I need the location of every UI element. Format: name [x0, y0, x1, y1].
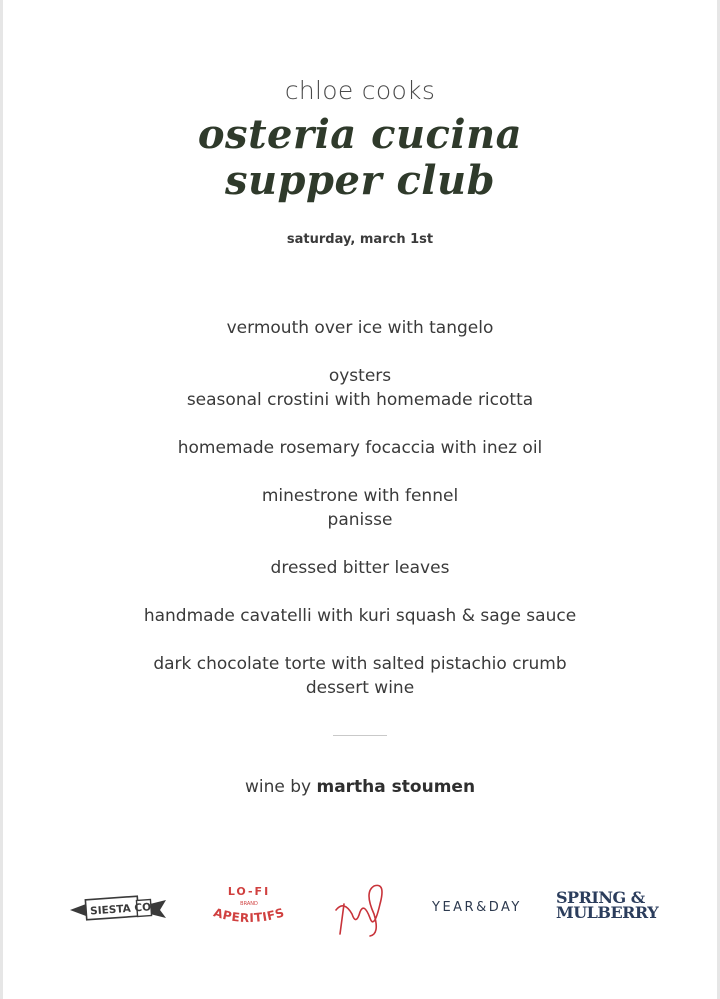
menu-item: vermouth over ice with tangelo	[226, 318, 494, 338]
menu-item: dressed bitter leaves	[270, 558, 450, 578]
lofi-logo-mark	[204, 878, 294, 934]
spring-mulberry-line2: MULBERRY	[556, 903, 659, 922]
menu-course	[0, 436, 720, 460]
inez-signature	[330, 874, 392, 940]
menu-item: handmade cavatelli with kuri squash & sage sauce	[143, 606, 577, 626]
menu-item: seasonal crostini with homemade ricotta	[186, 390, 534, 410]
menu-course	[0, 484, 720, 532]
menu-course	[0, 604, 720, 628]
event-title	[0, 112, 720, 204]
brand-name: chloe cooks	[284, 76, 436, 105]
lofi-bottom-text: APERITIFS	[211, 905, 287, 926]
wine-credit-prefix: wine by	[244, 777, 312, 797]
event-date: saturday, march 1st	[286, 232, 434, 247]
menu-list	[0, 316, 720, 724]
menu-course	[0, 364, 720, 412]
menu-course	[0, 556, 720, 580]
menu-item: oysters	[328, 366, 392, 386]
wine-credit-name: martha stoumen	[316, 777, 476, 797]
menu-item: dark chocolate torte with salted pistachio crumb	[153, 654, 567, 674]
lofi-aperitifs-logo	[204, 878, 294, 934]
wine-credit	[0, 777, 720, 797]
spring-mulberry-logo	[556, 890, 666, 920]
spring-mulberry-line1: SPRING &	[556, 888, 645, 907]
year-and-day-logo: YEAR&DAY	[432, 900, 522, 915]
menu-item: dessert wine	[305, 678, 415, 698]
section-divider	[333, 735, 387, 736]
inez-logo	[330, 874, 392, 940]
menu-course	[0, 652, 720, 700]
siesta-logo-text: SIESTA CO.	[89, 901, 156, 918]
menu-item: minestrone with fennel	[261, 486, 459, 506]
menu-item: panisse	[327, 510, 393, 530]
event-title-line2: supper club	[224, 157, 496, 204]
lofi-brand-text: BRAND	[240, 901, 258, 907]
siesta-logo-mark	[68, 890, 168, 924]
siesta-logo	[68, 890, 168, 924]
event-title-line1: osteria cucina	[197, 111, 523, 158]
svg-text:APERITIFS	[212, 905, 286, 925]
lofi-top-text: LO-FI	[227, 885, 271, 898]
sponsor-logos	[0, 870, 720, 950]
menu-course	[0, 316, 720, 340]
menu-item: homemade rosemary focaccia with inez oil	[177, 438, 543, 458]
